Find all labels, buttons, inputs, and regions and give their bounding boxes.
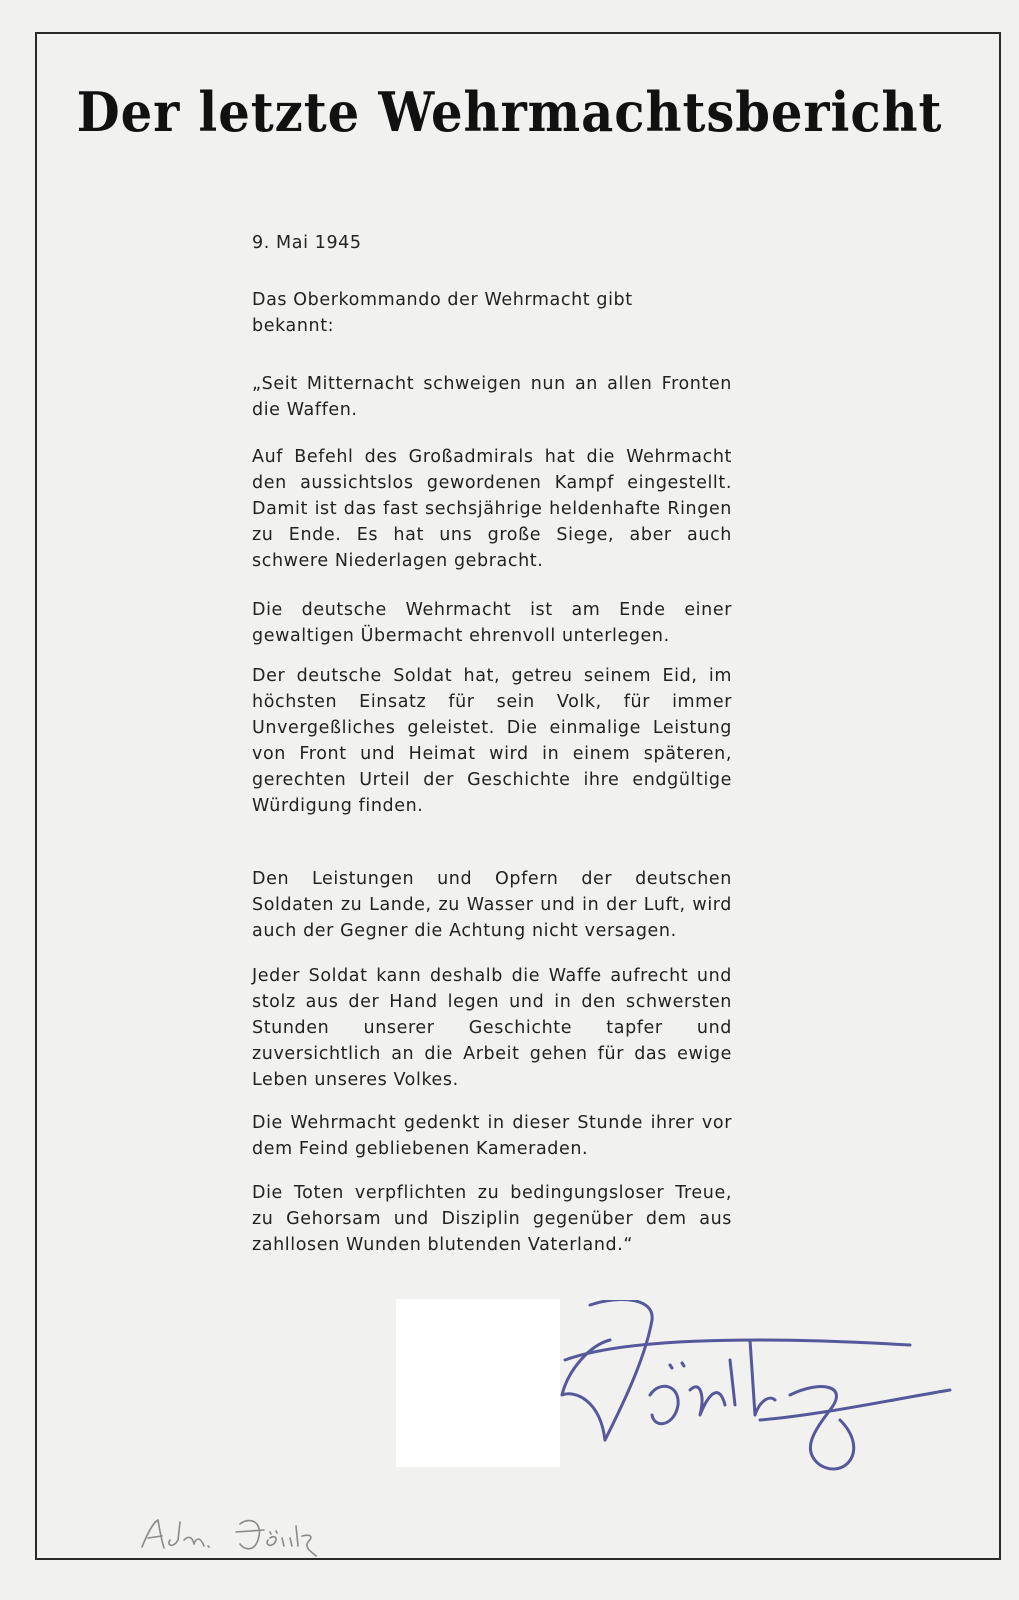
paragraph-4: Der deutsche Soldat hat, getreu seinem Eid, im höchsten Einsatz für sein Volk, für immer Unvergeßliches geleistet. Die einmalige Leistung von Front und Heimat wird in einem späteren, gerechten Urteil der Geschichte ihre endgültige Würdigung finden.	[252, 666, 732, 816]
document-intro: Das Oberkommando der Wehrmacht gibt bekannt:	[252, 290, 633, 336]
document-date: 9. Mai 1945	[252, 233, 362, 253]
paragraph-7: Die Wehrmacht gedenkt in dieser Stunde ihrer vor dem Feind gebliebenen Kameraden.	[252, 1113, 732, 1159]
document-title: Der letzte Wehrmachtsbericht	[76, 80, 943, 144]
handwritten-note-image	[140, 1512, 340, 1562]
paragraph-5: Den Leistungen und Opfern der deutschen Soldaten zu Lande, zu Wasser und in der Luft, wird auch der Gegner die Achtung nicht versagen.	[252, 869, 732, 941]
redacted-area	[396, 1299, 560, 1467]
signature-image	[560, 1300, 960, 1510]
paragraph-6: Jeder Soldat kann deshalb die Waffe aufrecht und stolz aus der Hand legen und in den schwersten Stunden unserer Geschichte tapfer und zuversichtlich an die Arbeit gehen für das ewige Leben unseres Volkes.	[252, 966, 732, 1090]
paragraph-2: Auf Befehl des Großadmirals hat die Wehrmacht den aussichtslos gewordenen Kampf eingestellt. Damit ist das fast sechsjährige heldenhafte Ringen zu Ende. Es hat uns große Siege, aber auch schwere Niederlagen gebracht.	[252, 447, 732, 571]
paragraph-1: „Seit Mitternacht schweigen nun an allen Fronten die Waffen.	[252, 374, 732, 420]
paragraph-3: Die deutsche Wehrmacht ist am Ende einer gewaltigen Übermacht ehrenvoll unterlegen.	[252, 600, 732, 646]
paragraph-8: Die Toten verpflichten zu bedingungsloser Treue, zu Gehorsam und Disziplin gegenüber dem aus zahllosen Wunden blutenden Vaterland.“	[252, 1183, 732, 1255]
